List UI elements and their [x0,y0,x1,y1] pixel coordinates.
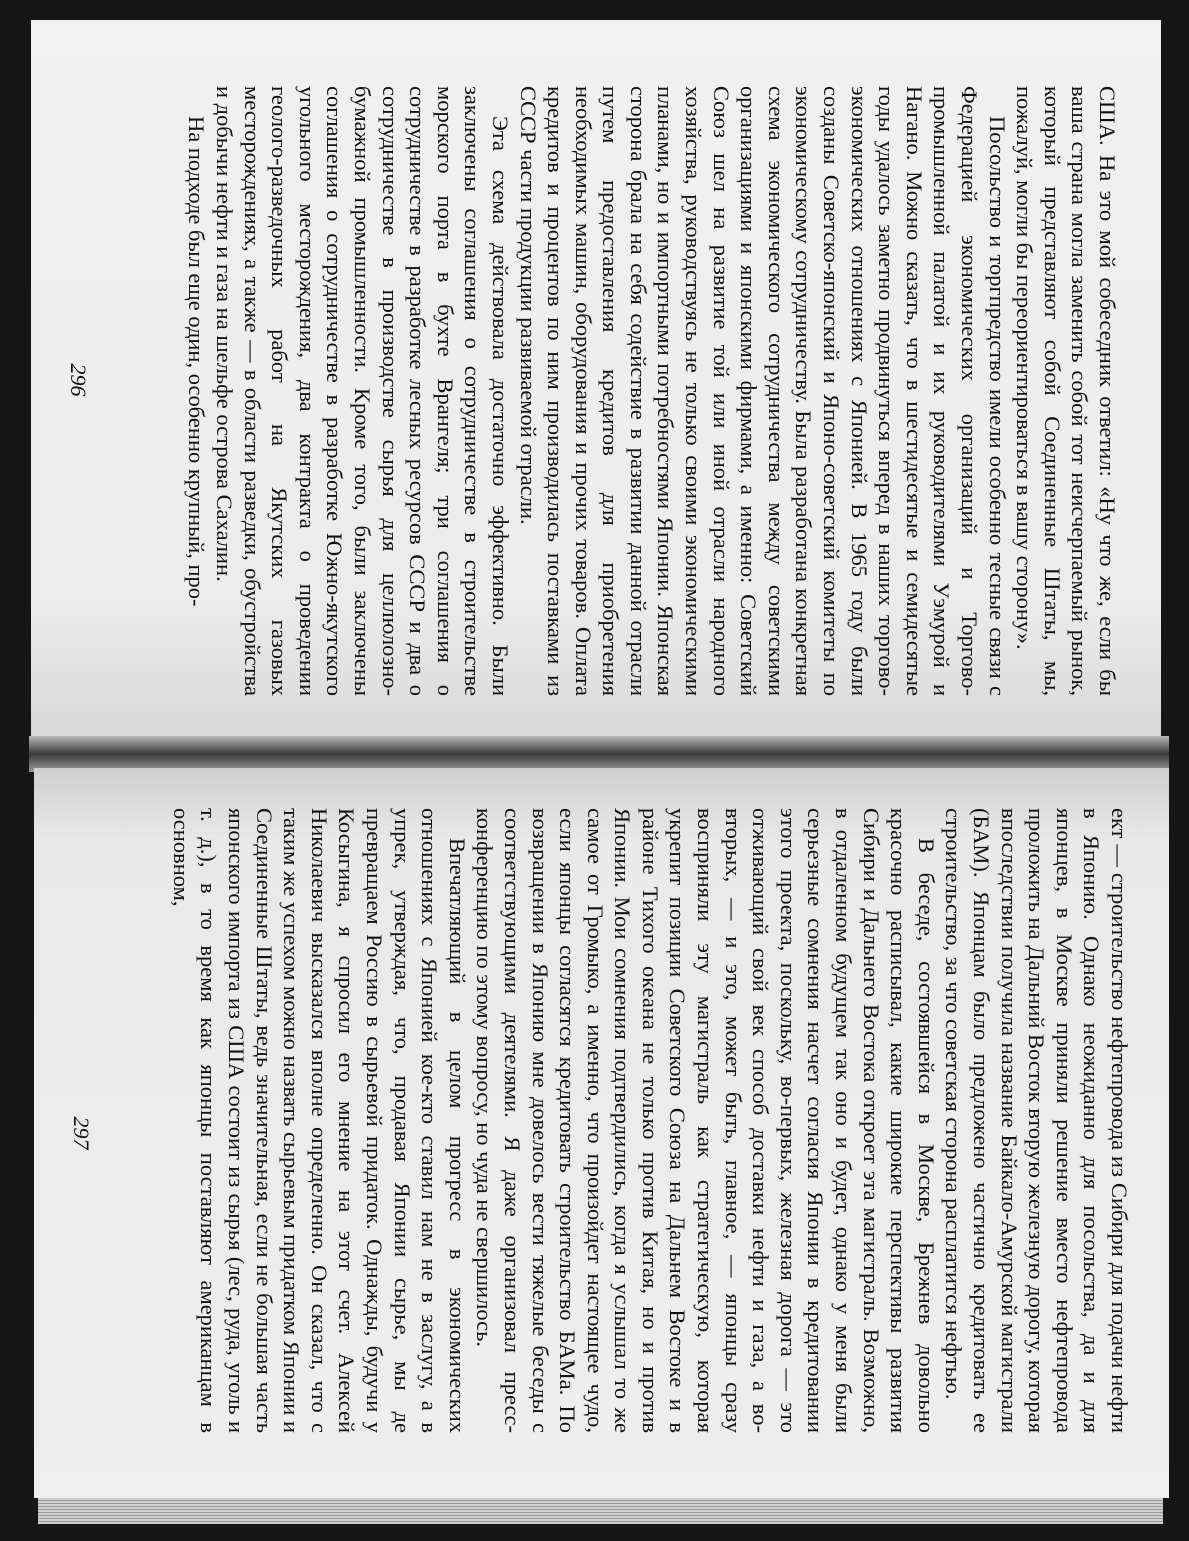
page-edges [38,1498,1163,1524]
right-page-text [167,808,1133,1433]
right-page [34,768,1169,1498]
paragraph: Впечатляющий в целом прогресс в экономических отношениях с Японией кое-кто ставил нам не в заслугу, а в упрек, утверждая, что, продавая Японии сырье, мы де превращаем Россию в сырьевой придаток. Однажды, будучи у Косыгина, я спросил его мнение на этот счет. Алексей Николаевич высказался вполне определенно. Он сказал, что с таким же успехом можно назвать сырьевым придатком Японии и Соединенные Штаты, ведь значительная, если не большая часть японского импорта из США состоит из сырья (лес, руда, уголь и т. д.), в то время как японцы поставляют американцам в основном, [168,808,470,1433]
left-page [31,20,1161,742]
page-number-right: 297 [69,1116,94,1150]
paragraph: Посольство и торгпредство имели особенно тесные связи с Федерацией экономических организаций и Торгово-промышленной палатой и их руководителями Уэмурой и Нагано. Можно сказать, что в шестидесятые и семидесятые годы удалось заметно продвинуться вперед в наших торгово-экономических отношениях с Японией. В 1965 году были созданы Советско-японский и Японо-советский комитеты по экономическому сотрудничеству. Была разработана конкретная схема экономического сотрудничества между советскими организациями и японскими фирмами, а именно: Советский Союз шел на развитие той или иной отрасли народного хозяйства, руководствуясь не только своими экономическими планами, но и импортными потребностями Японии. Японская сторона брала на себя содействие в развитии данной отрасли путем предоставления кредитов для приобретения необходимых машин, оборудования и прочих товаров. Оплата кредитов и процентов по ним производилась поставками из СССР части продукции развиваемой отрасли. [515,86,1010,696]
left-page-text [183,86,1121,696]
paragraph: ект — строительство нефтепровода из Сибири для подачи нефти в Японию. Однако неожиданно для посольства, да и для японцев, в Москве приняли решение вместо нефтепровода проложить на Дальний Восток вторую железную дорогу, которая впоследствии получила название Байкало-Амурской магистрали (БАМ). Японцам было предложено частично кредитовать ее строительство, за что советская сторона расплатится нефтью. [941,808,1132,1433]
paragraph: Эта схема действовала достаточно эффективно. Были заключены соглашения о сотрудничестве в строительстве морского порта в бухте Врангеля; три соглашения о сотрудничестве в разработке лесных ресурсов СССР и два о сотрудничестве в производстве сырья для целлюлозно-бумажной промышленности. Кроме того, были заключены соглашения о сотрудничестве в разработке Южно-якутского угольного месторождения, два контракта о проведении геолого-разведочных работ на Якутских газовых месторождениях, а также — в области разведки, обустройства и добычи нефти и газа на шельфе острова Сахалин. [212,86,513,696]
paragraph: В беседе, состоявшейся в Москве, Брежнев довольно красочно расписывал, какие широкие перспективы развития Сибири и Дальнего Востока откроет эта магистраль. Возможно, в отдаленном будущем так оно и будет, однако у меня были серьезные сомнения насчет согласия Японии в кредитовании этого проекта, поскольку, во-первых, железная дорога — это отживающий свой век способ доставки нефти и газа, а во-вторых, — и это, может быть, главное, — японцы сразу восприняли эту магистраль как стратегическую, которая укрепит позиции Советского Союза на Дальнем Востоке и в районе Тихого океана не только против Китая, но и против Японии. Мои сомнения подтвердились, когда я услышал то же самое от Громыко, а именно, что произойдет настоящее чудо, если японцы согласятся кредитовать строительство БАМа. По возвращении в Японию мне довелось вести тяжелые беседы с соответствующими деятелями. Я даже организовал пресс-конференцию по этому вопросу, но чуда не свершилось. [472,808,939,1433]
page-number-left: 296 [66,363,91,397]
paragraph: США. На это мой собеседник ответил: «Ну что же, если бы ваша страна могла заменить собой тот неисчерпаемый рынок, который представляют собой Соединенные Штаты, мы, пожалуй, могли бы переориентироваться в вашу сторону». [1012,86,1120,696]
paragraph: На подходе был еще один, особенно крупный, про- [184,116,210,607]
book-gutter [29,736,1169,772]
